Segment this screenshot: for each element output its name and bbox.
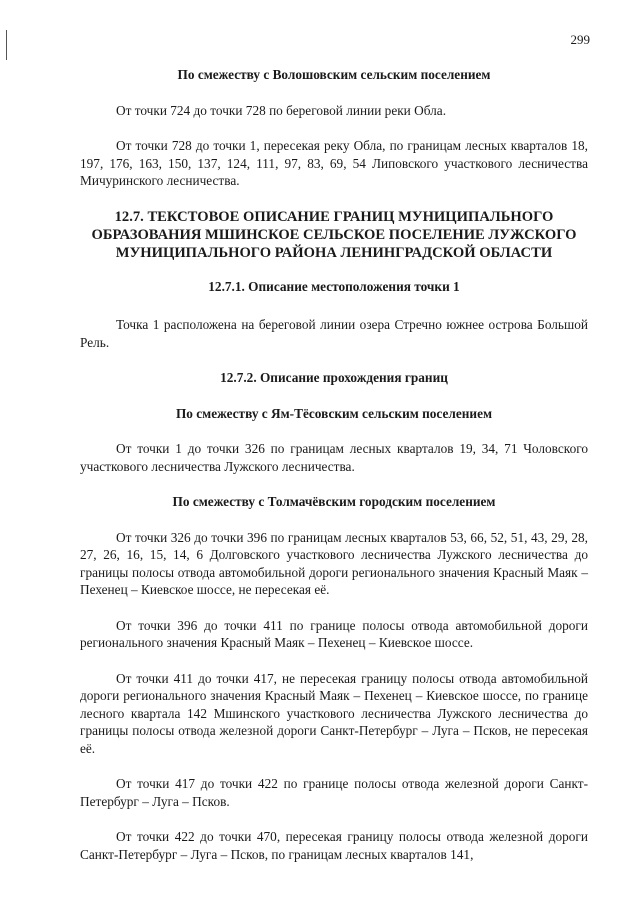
paragraph: От точки 1 до точки 326 по границам лесных кварталов 19, 34, 71 Чоловского участкового лесничества Лужского лесничества. — [80, 441, 588, 474]
scan-edge-mark — [6, 30, 7, 60]
paragraph: От точки 396 до точки 411 по границе полосы отвода автомобильной дороги регионального значения Красный Маяк – Пехенец – Киевское шоссе. — [80, 617, 588, 650]
page-number: 299 — [570, 32, 590, 47]
document-body — [80, 66, 588, 863]
subheading-yam-tesovskoe: По смежеству с Ям-Тёсовским сельским поселением — [175, 405, 493, 421]
subheading-voloshovskoe: По смежеству с Волошовским сельским поселением — [177, 67, 491, 82]
paragraph: Точка 1 расположена на береговой линии озера Стречно южнее острова Большой Рель. — [80, 317, 588, 350]
paragraph: От точки 326 до точки 396 по границам лесных кварталов 53, 66, 52, 51, 43, 29, 28, 27, 26, 16, 15, 14, 6 Долговского участкового лесничества Лужского лесничества до границы полосы отвода автомобильной дороги регионального значения Красный Маяк – Пехенец – Киевское шоссе, не пересекая её. — [80, 529, 588, 597]
section-heading-12-7: 12.7. ТЕКСТОВОЕ ОПИСАНИЕ ГРАНИЦ МУНИЦИПАЛЬНОГО ОБРАЗОВАНИЯ МШИНСКОЕ СЕЛЬСКОЕ ПОСЕЛЕНИЕ ЛУЖСКОГО МУНИЦИПАЛЬНОГО РАЙОНА ЛЕНИНГРАДСКОЙ ОБЛАСТИ — [91, 208, 577, 261]
paragraph: От точки 728 до точки 1, пересекая реку Обла, по границам лесных кварталов 18, 197, 176, 163, 150, 137, 124, 111, 97, 83, 69, 54 Липовского участкового лесничества Мичуринского лесничества. — [80, 138, 588, 188]
paragraph: От точки 422 до точки 470, пересекая границу полосы отвода железной дороги Санкт-Петербург – Луга – Псков, по границам лесных кварталов 141, — [80, 829, 588, 862]
paragraph: От точки 411 до точки 417, не пересекая границу полосы отвода автомобильной дороги регионального значения Красный Маяк – Пехенец – Киевское шоссе, по границе лесного квартала 142 Мшинского участкового лесничества Лужского лесничества до границы полосы отвода железной дороги Санкт-Петербург – Луга – Псков, не пересекая её. — [80, 670, 588, 756]
subheading-tolmachevskoe: По смежеству с Толмачёвским городским поселением — [172, 494, 496, 509]
heading-12-7-2: 12.7.2. Описание прохождения границ — [220, 370, 448, 385]
heading-12-7-1: 12.7.1. Описание местоположения точки 1 — [208, 278, 460, 294]
paragraph: От точки 417 до точки 422 по границе полосы отвода железной дороги Санкт-Петербург – Луга – Псков. — [80, 776, 588, 809]
paragraph: От точки 724 до точки 728 по береговой линии реки Обла. — [116, 102, 447, 118]
